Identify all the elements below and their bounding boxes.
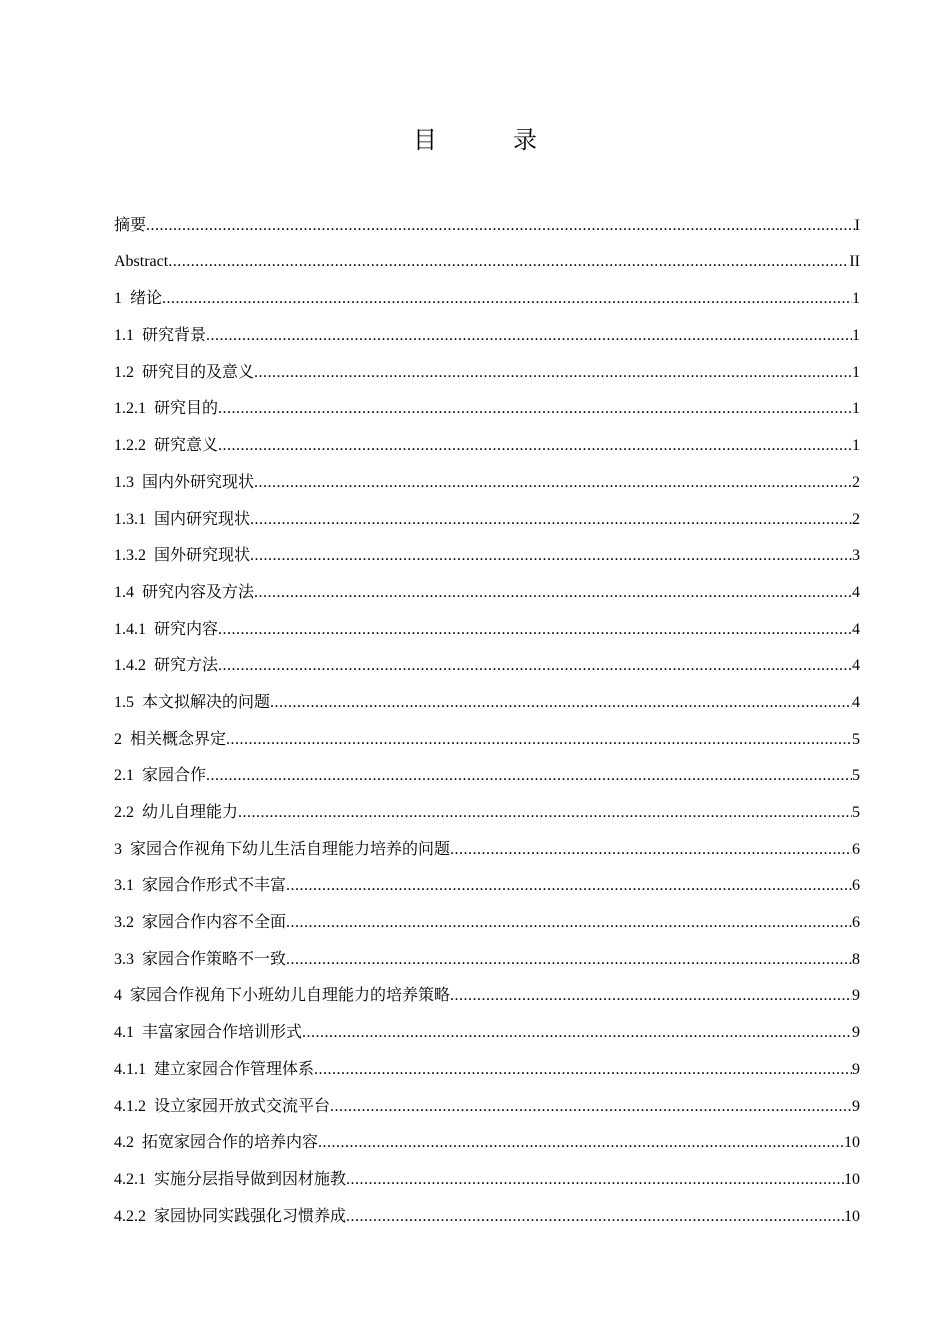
toc-entry-page: 1 — [852, 400, 860, 418]
toc-entry-number: 3.2 — [114, 914, 134, 932]
dot-leader — [346, 1162, 844, 1199]
toc-title: 目 录 — [413, 126, 563, 154]
toc-entry-page: 5 — [852, 804, 860, 821]
toc-entry[interactable] — [114, 537, 860, 574]
toc-entry-number: 4.2 — [114, 1134, 134, 1152]
toc-list — [114, 207, 860, 1234]
toc-entry-page: 1 — [852, 437, 860, 455]
dot-leader — [206, 758, 852, 795]
toc-entry[interactable] — [114, 574, 860, 611]
dot-leader — [286, 942, 852, 979]
toc-entry-text: 建立家园合作管理体系 — [154, 1058, 315, 1078]
toc-entry[interactable] — [114, 390, 860, 427]
dot-leader — [146, 208, 855, 245]
toc-entry-number: 4.1 — [114, 1024, 134, 1042]
toc-entry[interactable] — [114, 244, 860, 281]
toc-entry-text: 设立家园开放式交流平台 — [154, 1095, 331, 1115]
toc-entry-text: 丰富家园合作培训形式 — [142, 1022, 303, 1042]
dot-leader — [286, 868, 852, 905]
toc-entry[interactable] — [114, 721, 860, 758]
toc-entry[interactable] — [114, 757, 860, 794]
toc-entry[interactable] — [114, 611, 860, 648]
dot-leader — [314, 1052, 852, 1089]
toc-entry-number: 1.4.2 — [114, 657, 146, 675]
dot-leader — [238, 795, 852, 832]
toc-entry[interactable] — [114, 904, 860, 941]
dot-leader — [218, 612, 852, 649]
toc-entry-page: 4 — [852, 583, 860, 601]
dot-leader — [254, 465, 852, 502]
toc-entry-text: 研究方法 — [154, 655, 219, 675]
toc-entry-page: 10 — [844, 1134, 860, 1152]
toc-entry[interactable] — [114, 354, 860, 391]
toc-entry[interactable] — [114, 1051, 860, 1088]
toc-entry-page: 5 — [852, 730, 860, 748]
toc-entry-number: 1 — [114, 290, 122, 308]
dot-leader — [254, 575, 852, 612]
dot-leader — [218, 648, 852, 685]
toc-entry-number: 4.1.2 — [114, 1097, 146, 1115]
toc-entry-text: 研究意义 — [154, 435, 219, 455]
toc-entry-text: 拓宽家园合作的培养内容 — [142, 1132, 319, 1152]
toc-entry-text: 家园协同实践强化习惯养成 — [154, 1205, 347, 1225]
toc-entry-text: 摘要 — [114, 215, 147, 234]
toc-entry[interactable] — [114, 647, 860, 684]
toc-entry-page: 2 — [852, 510, 860, 528]
toc-entry-page: 6 — [852, 914, 860, 932]
dot-leader — [206, 318, 852, 355]
dot-leader — [450, 832, 852, 869]
dot-leader — [450, 978, 852, 1015]
toc-entry[interactable] — [114, 1014, 860, 1051]
dot-leader — [318, 1125, 844, 1162]
toc-entry-number: 1.2.2 — [114, 437, 146, 455]
toc-entry-text: 实施分层指导做到因材施教 — [154, 1168, 347, 1188]
dot-leader — [270, 685, 852, 722]
toc-entry-page: 9 — [852, 1097, 860, 1115]
toc-entry-page: 1 — [852, 290, 860, 308]
toc-entry-number: 2 — [114, 730, 122, 748]
dot-leader — [346, 1199, 844, 1236]
toc-entry-number: 3 — [114, 840, 122, 858]
toc-entry-number: 3.1 — [114, 877, 134, 895]
toc-entry[interactable] — [114, 1198, 860, 1235]
toc-entry-page: 5 — [852, 767, 860, 785]
toc-entry-number: 1.5 — [114, 693, 134, 711]
toc-entry-page: 3 — [852, 547, 860, 565]
toc-entry-page: 4 — [852, 693, 860, 711]
toc-entry-page: 9 — [852, 1024, 860, 1042]
toc-entry[interactable] — [114, 831, 860, 868]
toc-entry[interactable] — [114, 464, 860, 501]
toc-entry-text: 研究目的及意义 — [142, 361, 255, 381]
dot-leader — [250, 502, 852, 539]
toc-entry-text: 研究内容 — [154, 618, 219, 638]
toc-entry-number: 1.3 — [114, 473, 134, 491]
toc-entry-number: 2.2 — [114, 804, 134, 821]
toc-entry-page: II — [849, 252, 860, 270]
toc-entry-number: 3.3 — [114, 950, 134, 968]
toc-entry[interactable] — [114, 977, 860, 1014]
toc-entry[interactable] — [114, 317, 860, 354]
toc-entry[interactable] — [114, 427, 860, 464]
toc-entry-text: 本文拟解决的问题 — [142, 691, 271, 711]
toc-entry-number: 4.1.1 — [114, 1060, 146, 1078]
toc-entry[interactable] — [114, 1124, 860, 1161]
toc-entry-text: 绪论 — [130, 288, 163, 308]
dot-leader — [254, 355, 852, 392]
toc-entry-text: 国外研究现状 — [154, 545, 251, 565]
toc-entry-number: 1.1 — [114, 327, 134, 345]
toc-entry-page: 2 — [852, 473, 860, 491]
toc-entry-text: 家园合作视角下幼儿生活自理能力培养的问题 — [130, 838, 451, 858]
toc-entry-page: 1 — [852, 363, 860, 381]
toc-entry-number: 1.4 — [114, 583, 134, 601]
toc-entry-page: 9 — [852, 987, 860, 1005]
toc-entry-number: 1.3.1 — [114, 510, 146, 528]
toc-entry-text: 研究内容及方法 — [142, 581, 255, 601]
toc-entry-number: 1.2.1 — [114, 400, 146, 418]
dot-leader — [302, 1015, 852, 1052]
toc-entry[interactable] — [114, 684, 860, 721]
toc-entry-page: 6 — [852, 840, 860, 858]
toc-entry[interactable] — [114, 280, 860, 317]
toc-entry-text: 研究背景 — [142, 325, 207, 345]
dot-leader — [286, 905, 852, 942]
toc-entry-page: 1 — [852, 327, 860, 345]
dot-leader — [218, 391, 852, 428]
toc-entry-number: 4.2.1 — [114, 1170, 146, 1188]
toc-entry-number: 4.2.2 — [114, 1207, 146, 1225]
toc-entry-text: 家园合作策略不一致 — [142, 948, 287, 968]
dot-leader — [162, 281, 852, 318]
toc-entry-text: 相关概念界定 — [130, 728, 227, 748]
toc-entry-text: 家园合作形式不丰富 — [142, 875, 287, 895]
toc-entry-page: I — [854, 217, 860, 234]
toc-entry-number: 1.4.1 — [114, 620, 146, 638]
toc-entry-number: 4 — [114, 987, 122, 1005]
toc-entry-page: 4 — [852, 657, 860, 675]
toc-entry-page: 6 — [852, 877, 860, 895]
dot-leader — [218, 428, 852, 465]
toc-entry-text: 家园合作 — [142, 765, 207, 785]
toc-entry-page: 10 — [844, 1170, 860, 1188]
toc-entry-page: 4 — [852, 620, 860, 638]
toc-entry-page: 10 — [844, 1207, 860, 1225]
toc-entry-text: 研究目的 — [154, 398, 219, 418]
toc-entry-text: 家园合作内容不全面 — [142, 912, 287, 932]
dot-leader — [168, 244, 849, 281]
toc-entry[interactable] — [114, 207, 860, 244]
toc-entry-number: 2.1 — [114, 767, 134, 785]
toc-entry-page: 8 — [852, 950, 860, 968]
toc-entry-text: Abstract — [114, 252, 169, 270]
toc-entry-number: 1.2 — [114, 363, 134, 381]
toc-entry-text: 国内外研究现状 — [142, 471, 255, 491]
toc-entry-text: 幼儿自理能力 — [142, 802, 239, 821]
toc-entry[interactable] — [114, 867, 860, 904]
dot-leader — [330, 1089, 852, 1126]
dot-leader — [250, 538, 852, 575]
dot-leader — [226, 722, 852, 759]
toc-entry[interactable] — [114, 1161, 860, 1198]
toc-entry-text: 家园合作视角下小班幼儿自理能力的培养策略 — [130, 985, 451, 1005]
toc-entry[interactable] — [114, 794, 860, 831]
toc-entry[interactable] — [114, 941, 860, 978]
toc-entry-page: 9 — [852, 1060, 860, 1078]
toc-entry[interactable] — [114, 1088, 860, 1125]
toc-entry-number: 1.3.2 — [114, 547, 146, 565]
toc-entry-text: 国内研究现状 — [154, 508, 251, 528]
toc-entry[interactable] — [114, 501, 860, 538]
